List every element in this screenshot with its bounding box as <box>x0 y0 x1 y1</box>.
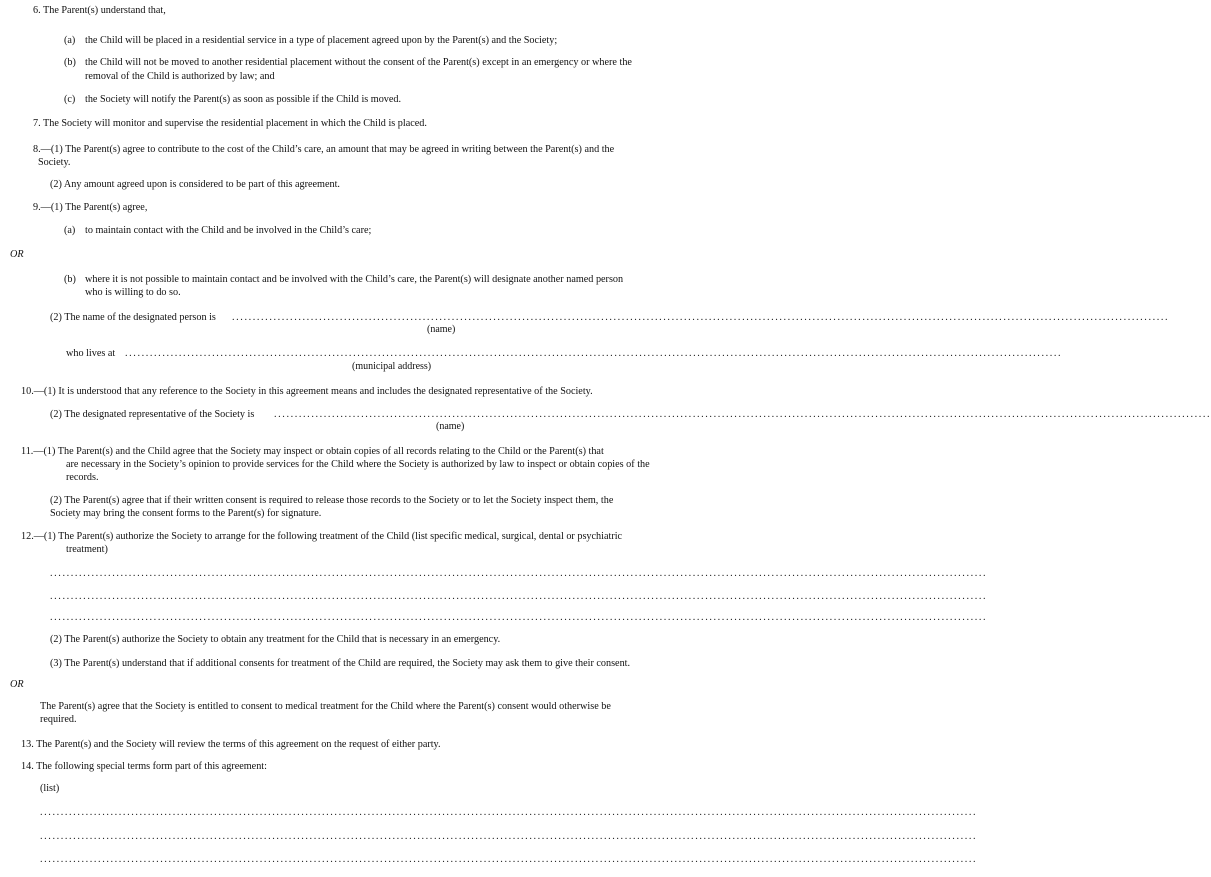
treatment-list-line-1[interactable]: .................................................................................................................................................................................................................................. <box>50 568 988 579</box>
section-10-2-text: (2) The designated representative of the Society is <box>50 409 255 420</box>
section-11-1-line3: records. <box>66 472 99 483</box>
section-6-heading: 6. The Parent(s) understand that, <box>33 5 166 16</box>
special-terms-line-3[interactable]: .................................................................................................................................................................................................................................. <box>40 854 978 865</box>
section-9-1-text: 9.—(1) The Parent(s) agree, <box>33 202 148 213</box>
section-11-2-line1: (2) The Parent(s) agree that if their written consent is required to release those records to the Society or to let the Society inspect them, the <box>50 495 614 506</box>
section-8-1-line2: Society. <box>38 157 71 168</box>
section-9-2-text: (2) The name of the designated person is <box>50 312 216 323</box>
section-12-1-line2: treatment) <box>66 544 108 555</box>
section-6a-text: the Child will be placed in a residential service in a type of placement agreed upon by the Parent(s) and the Society; <box>85 35 558 46</box>
section-6c-text: the Society will notify the Parent(s) as soon as possible if the Child is moved. <box>85 94 402 105</box>
section-11-1-line2: are necessary in the Society’s opinion to provide services for the Child where the Society is authorized by law to inspect or obtain copies of the <box>66 459 650 470</box>
section-13-text: 13. The Parent(s) and the Society will review the terms of this agreement on the request of either party. <box>21 739 441 750</box>
section-6b-marker: (b) <box>64 57 76 68</box>
section-7-text: 7. The Society will monitor and supervise the residential placement in which the Child is placed. <box>33 118 427 129</box>
section-6b-text-line1: the Child will not be moved to another residential placement without the consent of the Parent(s) except in an emergency or where the <box>85 57 632 68</box>
section-9b-text-line2: who is willing to do so. <box>85 287 181 298</box>
special-terms-line-2[interactable]: .................................................................................................................................................................................................................................. <box>40 831 978 842</box>
section-10-1-text: 10.—(1) It is understood that any reference to the Society in this agreement means and includes the designated representative of the Society. <box>21 386 593 397</box>
section-8-2-text: (2) Any amount agreed upon is considered to be part of this agreement. <box>50 179 340 190</box>
section-8-1-line1: 8.—(1) The Parent(s) agree to contribute to the cost of the Child’s care, an amount that may be agreed in writing between the Parent(s) and the <box>33 144 615 155</box>
lives-at-label: who lives at <box>66 348 116 359</box>
section-12-2-text: (2) The Parent(s) authorize the Society to obtain any treatment for the Child that is necessary in an emergency. <box>50 634 501 645</box>
society-representative-name-field[interactable]: .................................................................................................................................................................................................................................. <box>274 409 1211 420</box>
section-12-alt-line1: The Parent(s) agree that the Society is entitled to consent to medical treatment for the Child where the Parent(s) consent would otherwise be <box>40 701 611 712</box>
section-9b-text-line1: where it is not possible to maintain contact and be involved with the Child’s care, the Parent(s) will designate another named person <box>85 274 624 285</box>
section-14-text: 14. The following special terms form part of this agreement: <box>21 761 267 772</box>
section-9a-text: to maintain contact with the Child and be involved in the Child’s care; <box>85 225 372 236</box>
section-9a-marker: (a) <box>64 225 76 236</box>
treatment-list-line-3[interactable]: .................................................................................................................................................................................................................................. <box>50 612 988 623</box>
section-11-2-line2: Society may bring the consent forms to the Parent(s) for signature. <box>50 508 322 519</box>
designated-person-name-label: (name) <box>427 324 456 335</box>
section-12-3-text: (3) The Parent(s) understand that if additional consents for treatment of the Child are required, the Society may ask them to give their consent. <box>50 658 631 669</box>
section-9b-marker: (b) <box>64 274 76 285</box>
section-12-1-line1: 12.—(1) The Parent(s) authorize the Society to arrange for the following treatment of the Child (list specific medical, surgical, dental or psychiatric <box>21 531 623 542</box>
designated-person-address-field[interactable]: .................................................................................................................................................................................................................................. <box>125 348 1063 359</box>
special-terms-line-1[interactable]: .................................................................................................................................................................................................................................. <box>40 807 978 818</box>
section-6b-text-line2: removal of the Child is authorized by law; and <box>85 71 275 82</box>
designated-person-name-field[interactable]: .................................................................................................................................................................................................................................. <box>232 312 1170 323</box>
or-separator-12: OR <box>10 679 24 690</box>
section-6a-marker: (a) <box>64 35 76 46</box>
municipal-address-label: (municipal address) <box>352 361 432 372</box>
section-12-alt-line2: required. <box>40 714 77 725</box>
or-separator-9: OR <box>10 249 24 260</box>
society-representative-name-label: (name) <box>436 421 465 432</box>
section-6c-marker: (c) <box>64 94 76 105</box>
special-terms-list-label: (list) <box>40 783 60 794</box>
treatment-list-line-2[interactable]: .................................................................................................................................................................................................................................. <box>50 591 988 602</box>
section-11-1-line1: 11.—(1) The Parent(s) and the Child agree that the Society may inspect or obtain copies of all records relating to the Child or the Parent(s) that <box>21 446 604 457</box>
